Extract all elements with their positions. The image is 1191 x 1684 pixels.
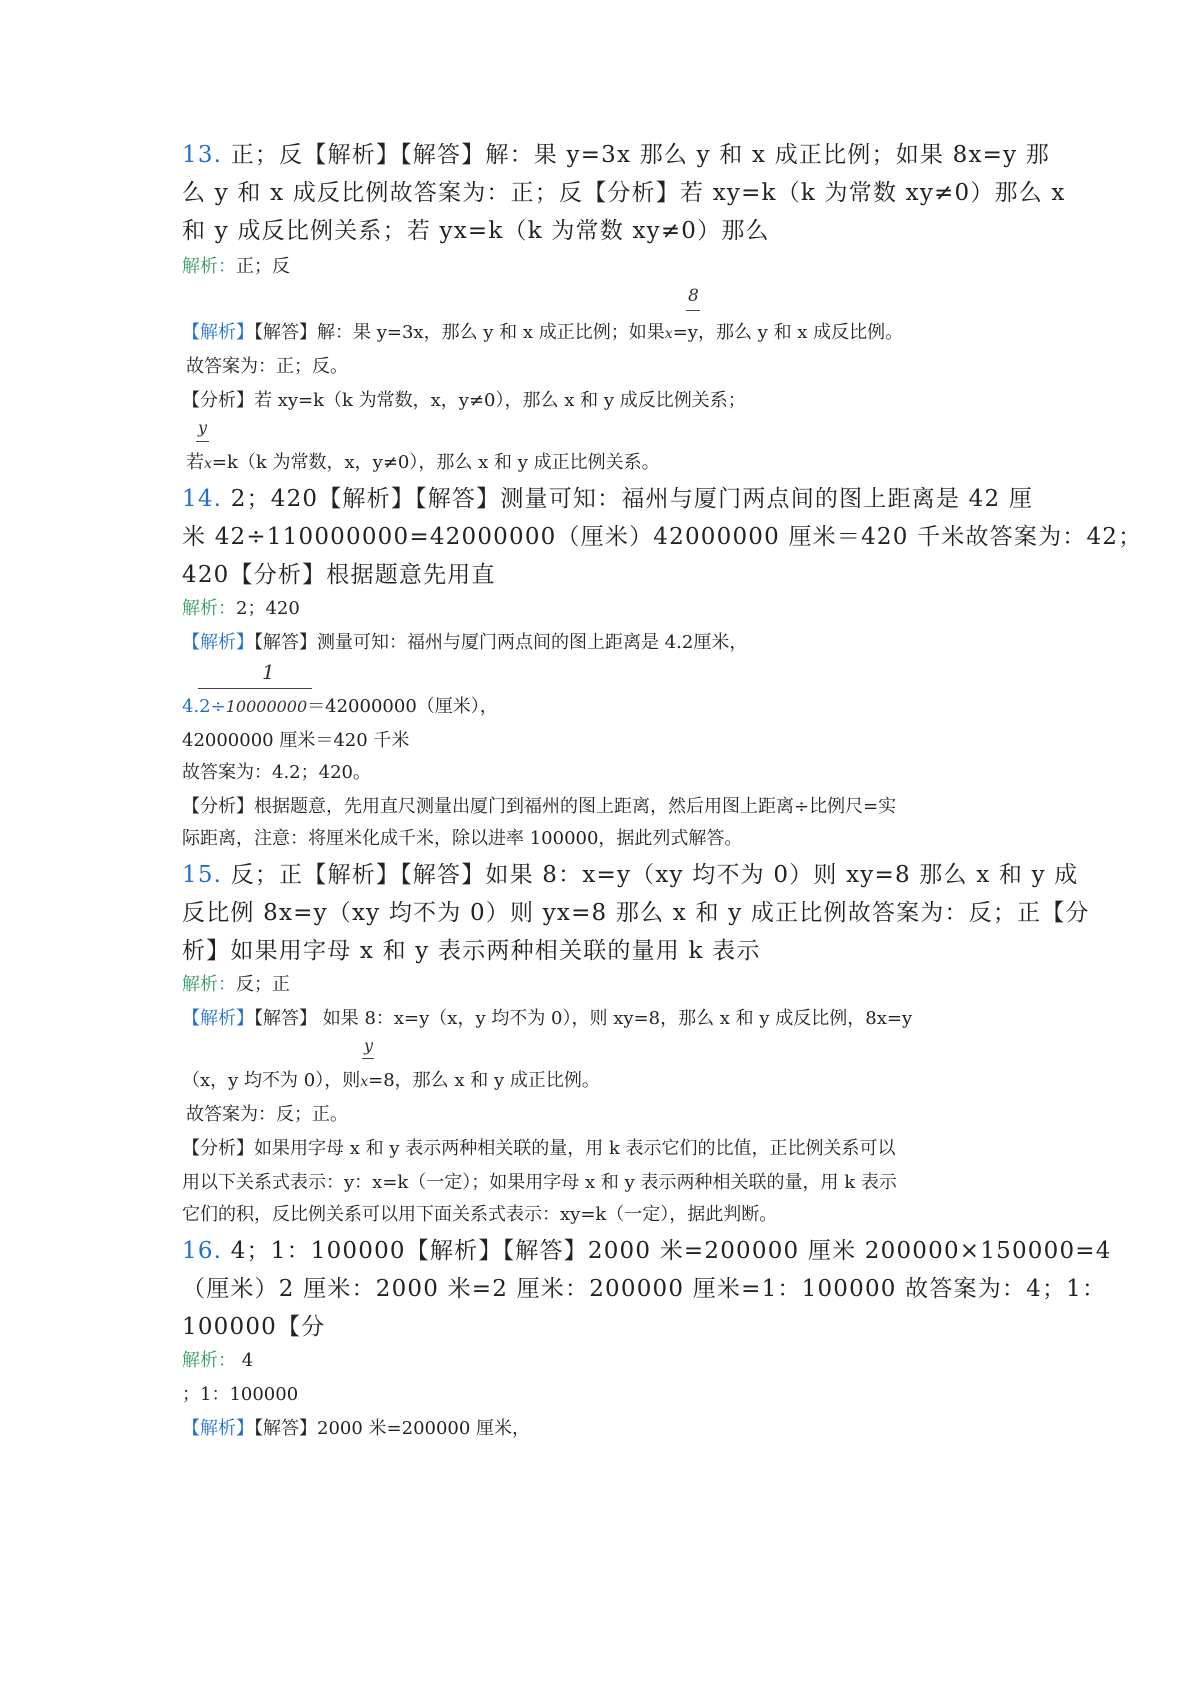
q15-line-2: 反比例 8x=y（xy 均不为 0）则 yx=8 那么 x 和 y 成正比例故答案为：反；正【分 [182,900,1090,926]
q14-number: 14. [182,486,223,512]
q14-line-1: 14. 2；420【解析】【解答】测量可知：福州与厦门两点间的图上距离是 42 厘 [182,486,1034,512]
jiexi-answer: 正；反 [236,256,290,277]
q13-fraction-denominator: x [664,326,673,342]
q13-line-3: 和 y 成反比例关系；若 yx=k（k 为常数 xy≠0）那么 [182,218,770,244]
q13-fraction-bar [686,310,700,311]
jiexi-tag: 【解析】 [182,632,254,653]
q15-detail-2: （x，y 均不为 0），则x=8，那么 x 和 y 成正比例。 [182,1070,600,1091]
q13-fraction2-bar [196,441,209,442]
jiexi-label: 解析： [182,974,236,995]
q15-detail-4: 【分析】如果用字母 x 和 y 表示两种相关联的量，用 k 表示它们的比值，正比例关系可以 [182,1138,896,1159]
q14-fraction-bar [198,688,312,689]
q14-jiexi-row [182,594,300,620]
q16-detail-1: 【解析】【解答】2000 米=200000 厘米， [182,1418,531,1439]
q15-line-3: 析】如果用字母 x 和 y 表示两种相关联的量用 k 表示 [182,938,761,964]
q13-fraction2-numerator: y [198,418,208,437]
jiexi-answer: 4 [236,1350,254,1371]
q16-line-2: （厘米）2 厘米：2000 米=2 厘米：200000 厘米=1：100000 故答案为：4；1： [182,1276,1107,1302]
jiexi-answer: 2；420 [236,598,300,619]
q16-line-1: 16. 4；1：100000【解析】【解答】2000 米=200000 厘米 200000×150000=4 [182,1238,1112,1264]
q15-fraction-numerator: y [364,1036,374,1055]
q15-line-1: 15. 反；正【解析】【解答】如果 8：x=y（xy 均不为 0）则 xy=8 那么 x 和 y 成 [182,862,1079,888]
q15-detail-1: 【解析】【解答】 如果 8：x=y（x，y 均不为 0），则 xy=8，那么 x 和 y 成反比例，8x=y [182,1008,913,1029]
q14-detail-1: 【解析】【解答】测量可知：福州与厦门两点间的图上距离是 4.2厘米， [182,632,748,653]
q13-number: 13. [182,142,223,168]
q14-line-3: 420【分析】根据题意先用直 [182,562,496,588]
q14-line-2: 米 42÷110000000=42000000（厘米）42000000 厘米＝420 千米故答案为：42； [182,524,1143,550]
q13-jiexi-row [182,252,290,278]
q14-detail-5: 【分析】根据题意，先用直尺测量出厦门到福州的图上距离，然后用图上距离÷比例尺=实 [182,796,897,817]
q14-detail-4: 故答案为：4.2；420。 [182,762,371,783]
q15-detail-6: 它们的积，反比例关系可以用下面关系式表示：xy=k（一定），据此判断。 [182,1204,778,1225]
q13-detail-1: 【解析】【解答】解：果 y=3x，那么 y 和 x 成正比例；如果x=y，那么 y 和 x 成反比例。 [182,322,904,343]
q15-jiexi-row [182,970,290,996]
q15-number: 15. [182,862,223,888]
q14-detail-2: 4.2÷10000000＝42000000（厘米）， [182,696,498,717]
q16-number: 16. [182,1238,223,1264]
jiexi-tag: 【解析】 [182,1418,254,1439]
jiexi-tag: 【解析】 [182,1008,254,1029]
jiexi-label: 解析： [182,1350,236,1371]
q14-fraction-numerator: 1 [262,660,275,684]
q15-fraction-denominator: x [360,1074,369,1090]
jiexi-label: 解析： [182,256,236,277]
q13-fraction2-denominator: x [204,456,212,472]
jiexi-label: 解析： [182,598,236,619]
q16-line-3: 100000【分 [182,1314,326,1340]
q15-detail-5: 用以下关系式表示：y：x=k（一定）；如果用字母 x 和 y 表示两种相关联的量，用 k 表示 [182,1172,897,1193]
q15-fraction-bar [362,1058,374,1059]
jiexi-answer: 反；正 [236,974,290,995]
q14-fraction-denominator: 10000000 [225,697,308,716]
q13-detail-3: 【分析】若 xy=k（k 为常数，x，y≠0），那么 x 和 y 成反比例关系； [182,390,746,411]
q14-detail-3: 42000000 厘米＝420 千米 [182,730,410,751]
q13-line-1: 13. 正；反【解析】【解答】解：果 y=3x 那么 y 和 x 成正比例；如果 8x=y 那 [182,142,1050,168]
jiexi-tag: 【解析】 [182,322,254,343]
q16-jiexi-row [182,1346,253,1372]
q13-fraction-numerator: 8 [688,286,699,306]
q16-jiexi-row-2: ；1：100000 [182,1384,299,1405]
q13-detail-2: 故答案为：正；反。 [186,356,348,377]
q13-line-2: 么 y 和 x 成反比例故答案为：正；反【分析】若 xy=k（k 为常数 xy≠0）那么 x [182,180,1066,206]
q14-detail-6: 际距离，注意：将厘米化成千米，除以进率 100000，据此列式解答。 [182,828,743,849]
q13-detail-4: 若x=k（k 为常数，x，y≠0），那么 x 和 y 成正比例关系。 [186,452,660,473]
q15-detail-3: 故答案为：反；正。 [186,1104,348,1125]
